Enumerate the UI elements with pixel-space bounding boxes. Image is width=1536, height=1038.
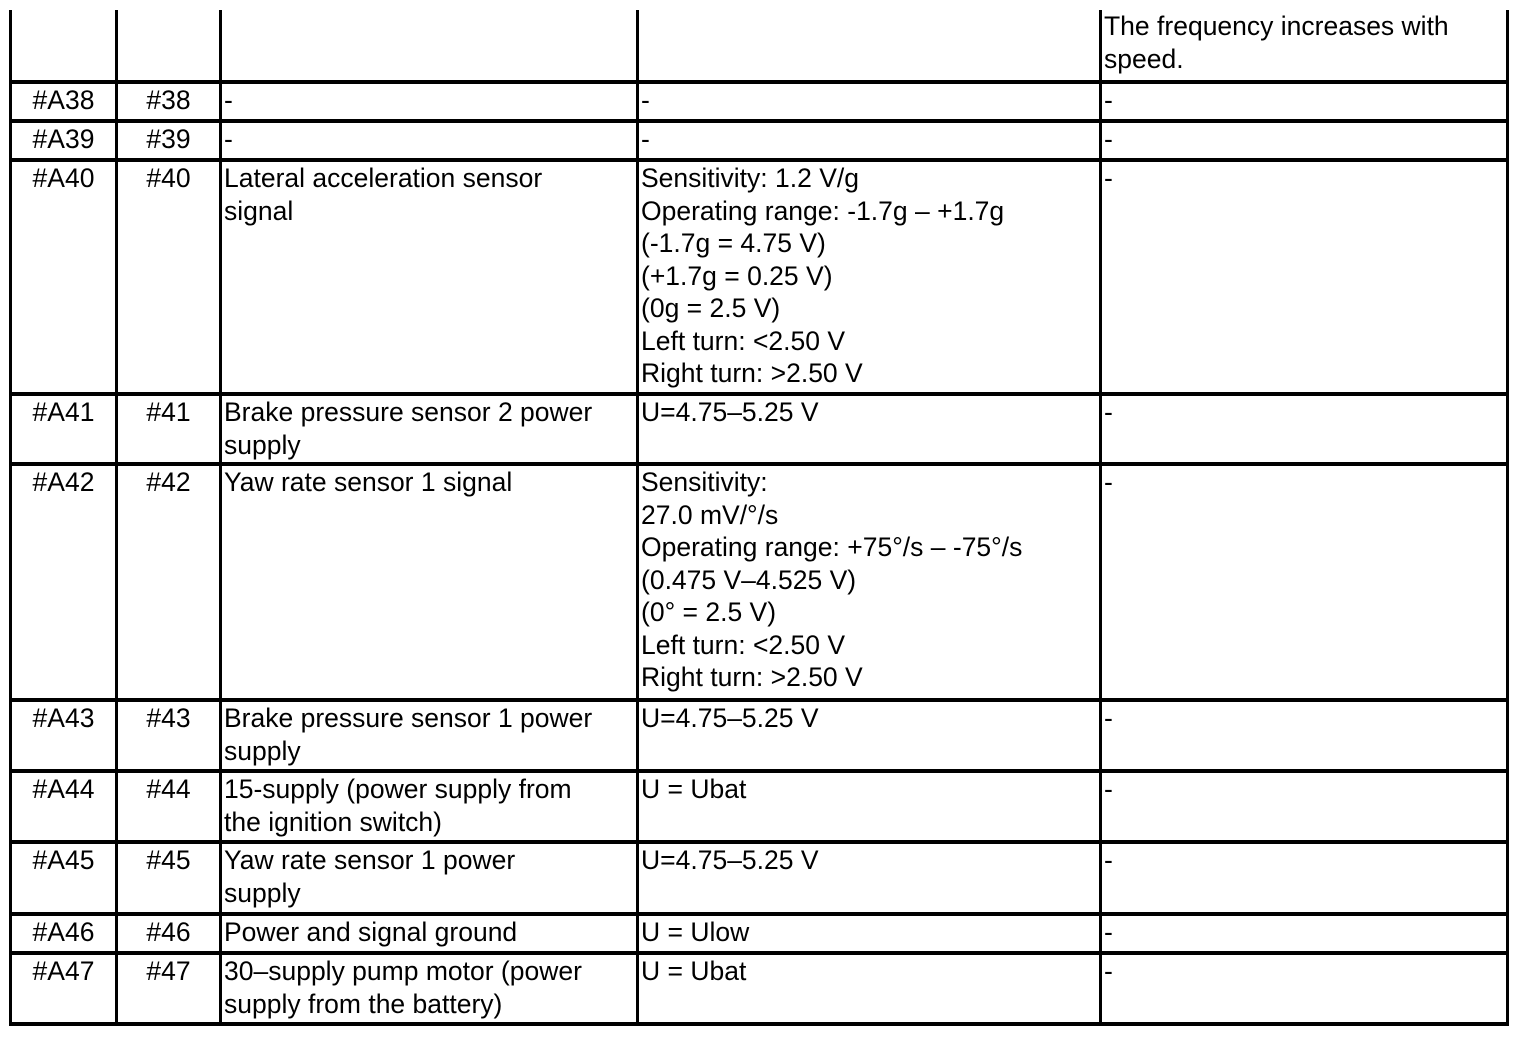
remark-cell: - bbox=[1101, 953, 1508, 1024]
pin-cell: #39 bbox=[117, 121, 221, 160]
connector-cell: #A41 bbox=[11, 394, 117, 464]
pin-cell bbox=[117, 10, 221, 82]
value-cell: U=4.75–5.25 V bbox=[638, 842, 1101, 914]
value-cell: U = Ubat bbox=[638, 771, 1101, 842]
description-cell: 15-supply (power supply from the ignition switch) bbox=[221, 771, 638, 842]
description-cell bbox=[221, 10, 638, 82]
pin-cell: #46 bbox=[117, 914, 221, 953]
description-cell: 30–supply pump motor (power supply from the battery) bbox=[221, 953, 638, 1024]
value-cell: - bbox=[638, 82, 1101, 121]
table-row bbox=[11, 842, 1508, 914]
pin-cell: #40 bbox=[117, 160, 221, 394]
description-cell: Brake pressure sensor 1 power supply bbox=[221, 700, 638, 771]
connector-cell: #A40 bbox=[11, 160, 117, 394]
remark-cell: - bbox=[1101, 394, 1508, 464]
pin-cell: #47 bbox=[117, 953, 221, 1024]
table-row bbox=[11, 953, 1508, 1024]
table-row bbox=[11, 10, 1508, 82]
description-cell: Lateral acceleration sensor signal bbox=[221, 160, 638, 394]
description-cell: - bbox=[221, 121, 638, 160]
value-cell: U = Ulow bbox=[638, 914, 1101, 953]
remark-cell: - bbox=[1101, 121, 1508, 160]
remark-cell: - bbox=[1101, 82, 1508, 121]
value-cell bbox=[638, 10, 1101, 82]
remark-cell: - bbox=[1101, 700, 1508, 771]
table-row bbox=[11, 82, 1508, 121]
description-cell: Power and signal ground bbox=[221, 914, 638, 953]
remark-cell: - bbox=[1101, 464, 1508, 700]
table-row bbox=[11, 700, 1508, 771]
pin-cell: #42 bbox=[117, 464, 221, 700]
description-cell: - bbox=[221, 82, 638, 121]
remark-cell: The frequency increases with speed. bbox=[1101, 10, 1508, 82]
description-cell: Brake pressure sensor 2 power supply bbox=[221, 394, 638, 464]
table-row bbox=[11, 394, 1508, 464]
pin-assignment-table bbox=[9, 10, 1509, 1026]
value-cell: Sensitivity: 27.0 mV/°/s Operating range: +75°/s – -75°/s (0.475 V–4.525 V) (0° = 2.5 V) Left turn: <2.50 V Right turn: >2.50 V bbox=[638, 464, 1101, 700]
table-row bbox=[11, 121, 1508, 160]
connector-cell: #A44 bbox=[11, 771, 117, 842]
remark-cell: - bbox=[1101, 842, 1508, 914]
value-cell: U = Ubat bbox=[638, 953, 1101, 1024]
table-row bbox=[11, 160, 1508, 394]
table-row bbox=[11, 914, 1508, 953]
connector-cell bbox=[11, 10, 117, 82]
remark-cell: - bbox=[1101, 771, 1508, 842]
connector-cell: #A43 bbox=[11, 700, 117, 771]
value-cell: - bbox=[638, 121, 1101, 160]
description-cell: Yaw rate sensor 1 signal bbox=[221, 464, 638, 700]
pin-cell: #38 bbox=[117, 82, 221, 121]
connector-cell: #A38 bbox=[11, 82, 117, 121]
connector-cell: #A39 bbox=[11, 121, 117, 160]
pin-cell: #44 bbox=[117, 771, 221, 842]
connector-cell: #A45 bbox=[11, 842, 117, 914]
value-cell: U=4.75–5.25 V bbox=[638, 394, 1101, 464]
table-row bbox=[11, 464, 1508, 700]
pin-cell: #45 bbox=[117, 842, 221, 914]
description-cell: Yaw rate sensor 1 power supply bbox=[221, 842, 638, 914]
table-row bbox=[11, 771, 1508, 842]
remark-cell: - bbox=[1101, 914, 1508, 953]
connector-cell: #A46 bbox=[11, 914, 117, 953]
connector-cell: #A47 bbox=[11, 953, 117, 1024]
connector-cell: #A42 bbox=[11, 464, 117, 700]
pin-cell: #43 bbox=[117, 700, 221, 771]
pin-cell: #41 bbox=[117, 394, 221, 464]
value-cell: Sensitivity: 1.2 V/g Operating range: -1.7g – +1.7g (-1.7g = 4.75 V) (+1.7g = 0.25 V) (0g = 2.5 V) Left turn: <2.50 V Right turn: >2.50 V bbox=[638, 160, 1101, 394]
remark-cell: - bbox=[1101, 160, 1508, 394]
value-cell: U=4.75–5.25 V bbox=[638, 700, 1101, 771]
